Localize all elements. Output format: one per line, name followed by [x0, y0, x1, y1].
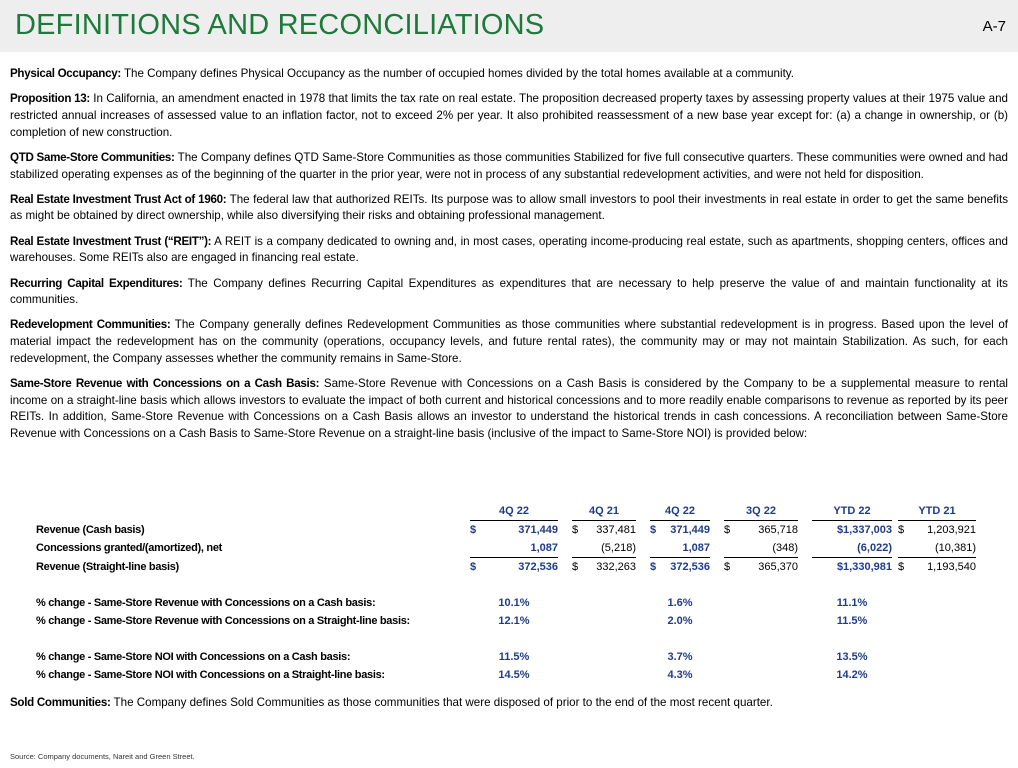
table-row: % change - Same-Store NOI with Concessions on a Straight-line basis: 14.5% 4.3% 14.2% — [36, 669, 868, 681]
col-header: YTD 22 — [812, 502, 892, 521]
definition-reit-act: Real Estate Investment Trust Act of 1960: The federal law that authorized REITs. Its purpose was to allow small investors to pool their investments in real estate in order to get the same benefits as might be obtained by direct ownership, while also diversifying their risks and obtaining professional management. — [10, 192, 1008, 223]
col-header: 4Q 21 — [572, 502, 636, 521]
table-row: Revenue (Cash basis) $ 371,449 $ 337,481 $ 371,449 $ 365,718 $1,337,003 $ 1,203,921 — [36, 523, 976, 536]
definition-redevelopment: Redevelopment Communities: The Company generally defines Redevelopment Communities as those communities where substantial redevelopment is in progress. Based upon the level of material impact the redevelopment has on the community (operations, occupancy levels, and future rental rates), the community may or may not maintain Stabilization. As such, for each redevelopment, the Company assesses whether the community remains in Same-Store. — [10, 318, 1008, 365]
header-bar — [0, 0, 1018, 52]
definition-recurring-capex: Recurring Capital Expenditures: The Company defines Recurring Capital Expenditures as expenditures that are necessary to help preserve the value of and maintain functionality at its communities. — [10, 276, 1008, 307]
reconciliation-table — [36, 502, 976, 684]
col-header: YTD 21 — [898, 502, 976, 521]
page-number: A-7 — [982, 18, 1006, 35]
table-row: % change - Same-Store Revenue with Concessions on a Straight-line basis: 12.1% 2.0% 11.5% — [36, 615, 868, 627]
definition-same-store-revenue: Same-Store Revenue with Concessions on a Cash Basis: Same-Store Revenue with Concessions on a Cash Basis is considered by the Company to be a supplemental measure to rental income on a straight-line basis which allows investors to evaluate the impact of both current and historical concessions and to more readily enable comparisons to revenue as reported by its peer REITs. In addition, Same-Store Revenue with Concessions on a Cash Basis allows an investor to understand the historical trends in cash concessions. A reconciliation between Same-Store Revenue with Concessions on a Cash Basis to Same-Store Revenue on a straight-line basis (inclusive of the impact to Same-Store NOI) is provided below: — [10, 377, 1008, 441]
definition-proposition-13: Proposition 13: In California, an amendment enacted in 1978 that limits the tax rate on real estate. The proposition decreased property taxes by assessing property values at their 1975 value and restricted annual increases of assessed value to an inflation factor, not to exceed 2% per year. It also prohibited reassessment of a new base year except for: (a) a change in ownership, or (b) completion of new construction. — [10, 92, 1008, 139]
definition-sold-communities: Sold Communities: The Company defines Sold Communities as those communities that were disposed of prior to the end of the most recent quarter. — [10, 696, 773, 709]
col-header: 4Q 22 — [650, 502, 710, 521]
table-row: % change - Same-Store NOI with Concessions on a Cash basis: 11.5% 3.7% 13.5% — [36, 651, 868, 663]
table-header-row — [36, 502, 976, 521]
source-note: Source: Company documents, Nareit and Green Street. — [10, 752, 195, 761]
definitions-body — [10, 66, 1008, 451]
col-header: 3Q 22 — [724, 502, 798, 521]
definition-physical-occupancy: Physical Occupancy: The Company defines Physical Occupancy as the number of occupied homes divided by the total homes available at a community. — [10, 67, 794, 80]
col-header: 4Q 22 — [470, 502, 558, 521]
table-row: Revenue (Straight-line basis) $ 372,536 $ 332,263 $ 372,536 $ 365,370 $1,330,981 $ 1,193,540 — [36, 560, 976, 573]
table-row: Concessions granted/(amortized), net 1,087 (5,218) 1,087 (348) (6,022) (10,381) — [36, 539, 976, 558]
table-row: % change - Same-Store Revenue with Concessions on a Cash basis: 10.1% 1.6% 11.1% — [36, 597, 868, 609]
page-title: DEFINITIONS AND RECONCILIATIONS — [15, 9, 545, 41]
definition-reit: Real Estate Investment Trust (“REIT”): A REIT is a company dedicated to owning and, in most cases, operating income-producing real estate, such as apartments, shopping centers, offices and warehouses. Some REITs also are engaged in financing real estate. — [10, 234, 1008, 265]
definition-qtd-same-store: QTD Same-Store Communities: The Company defines QTD Same-Store Communities as those communities Stabilized for five full consecutive quarters. These communities were owned and had stabilized operating expenses as of the beginning of the quarter in the prior year, were not in process of any substantial redevelopment activities, and were not held for disposition. — [10, 150, 1009, 181]
